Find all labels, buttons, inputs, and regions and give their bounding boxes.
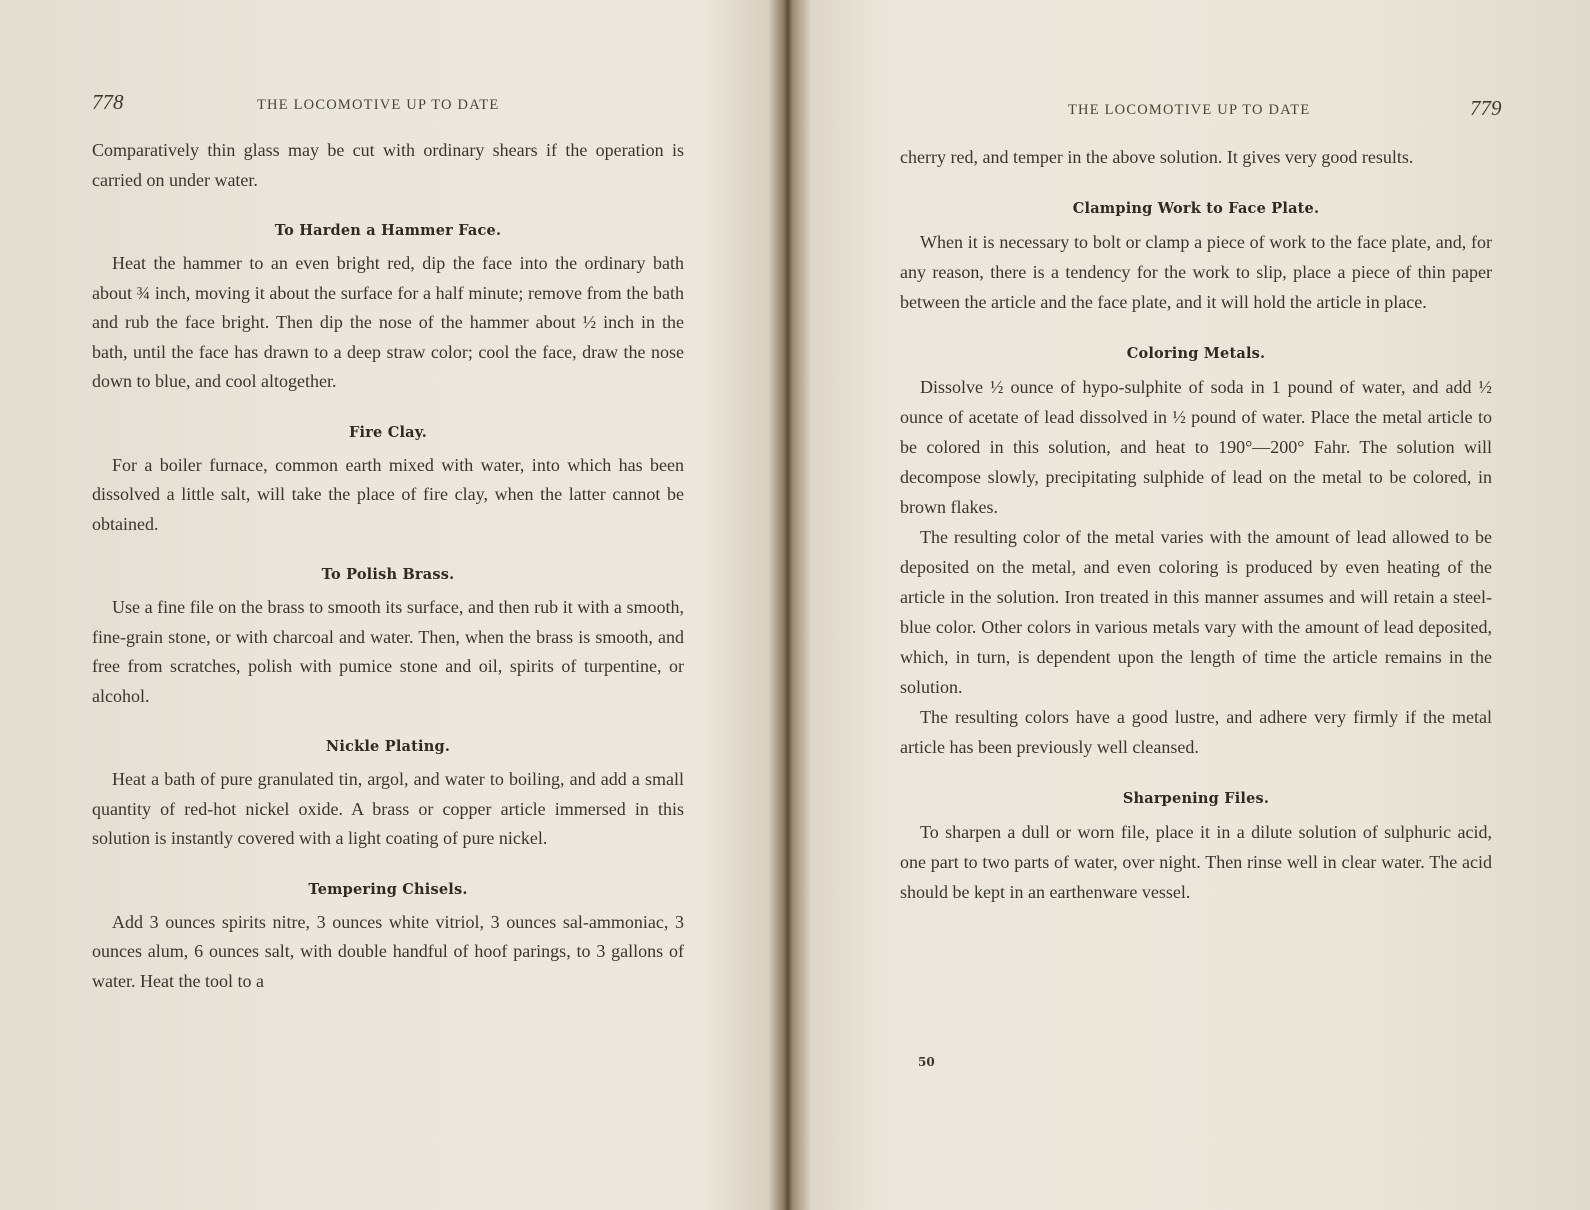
page-body — [900, 142, 1492, 907]
right-page — [900, 0, 1500, 1210]
intro-paragraph: cherry red, and temper in the above solution. It gives very good results. — [900, 147, 1414, 167]
section-paragraph: Heat a bath of pure granulated tin, argol, and water to boiling, and add a small quantity of red-hot nickel oxide. A brass or copper article immersed in this solution is instantly covered with a light coating of pure nickel. — [92, 769, 684, 848]
section-paragraph: When it is necessary to bolt or clamp a piece of work to the face plate, and, for any reason, there is a tendency for the work to slip, place a piece of thin paper between the article and the face plate, and it will hold the article in place. — [900, 232, 1492, 312]
page-number: 779 — [1470, 96, 1502, 120]
page-number: 778 — [92, 90, 124, 114]
section-paragraph: Add 3 ounces spirits nitre, 3 ounces white vitriol, 3 ounces sal-ammoniac, 3 ounces alum, 6 ounces salt, with double handful of hoof parings, to 3 gallons of water. Heat the tool to a — [92, 911, 684, 991]
running-head: THE LOCOMOTIVE UP TO DATE — [257, 97, 500, 113]
section-heading: Nickle Plating. — [325, 738, 451, 755]
section-paragraph: Heat the hammer to an even bright red, dip the face into the ordinary bath about ¾ inch, moving it about the surface for a half minute; remove from the bath and rub the face bright. Then dip the nose of the hammer about ½ inch in the bath, until the face has drawn to a deep straw color; cool the face, draw the nose down to blue, and cool altogether. — [92, 253, 684, 391]
section-heading: Coloring Metals. — [1126, 345, 1266, 362]
page-body — [92, 136, 684, 996]
section-paragraph: Dissolve ½ ounce of hypo-sulphite of soda in 1 pound of water, and add ½ ounce of acetate of lead dissolved in ½ pound of water. Place the metal article to be colored in this solution, and heat to 190°—200° Fahr. The solution will decompose slowly, precipitating sulphide of lead on the metal to be colored, in brown flakes. — [900, 377, 1492, 517]
section-heading: Tempering Chisels. — [308, 880, 468, 898]
signature-mark: 50 — [918, 1055, 935, 1069]
section-paragraph: To sharpen a dull or worn file, place it in a dilute solution of sulphuric acid, one part to two parts of water, over night. Then rinse well in clear water. The acid should be kept in an earthenware vessel. — [900, 822, 1492, 902]
section-heading: Sharpening Files. — [1122, 790, 1270, 807]
left-page — [92, 0, 692, 1210]
intro-paragraph: Comparatively thin glass may be cut with ordinary shears if the operation is carried on under water. — [92, 140, 684, 190]
section-paragraph: For a boiler furnace, common earth mixed with water, into which has been dissolved a little salt, will take the place of fire clay, when the latter cannot be obtained. — [92, 454, 684, 534]
section-heading: To Harden a Hammer Face. — [274, 222, 502, 239]
running-head: THE LOCOMOTIVE UP TO DATE — [1068, 102, 1311, 118]
section-paragraph: The resulting colors have a good lustre, and adhere very firmly if the metal article has been previously well cleansed. — [900, 707, 1492, 757]
section-heading: Clamping Work to Face Plate. — [1072, 200, 1320, 217]
section-heading: To Polish Brass. — [321, 566, 455, 583]
section-paragraph: The resulting color of the metal varies with the amount of lead allowed to be deposited on the metal, and even coloring is produced by even heating of the article in the solution. Iron treated in this manner assumes and will retain a steel-blue color. Other colors in various metals vary with the amount of lead deposited, which, in turn, is dependent upon the length of time the article remains in the solution. — [900, 527, 1492, 697]
section-paragraph: Use a fine file on the brass to smooth its surface, and then rub it with a smooth, fine-grain stone, or with charcoal and water. Then, when the brass is smooth, and free from scratches, polish with pumice stone and oil, spirits of turpentine, or alcohol. — [92, 597, 684, 706]
section-heading: Fire Clay. — [349, 423, 427, 441]
